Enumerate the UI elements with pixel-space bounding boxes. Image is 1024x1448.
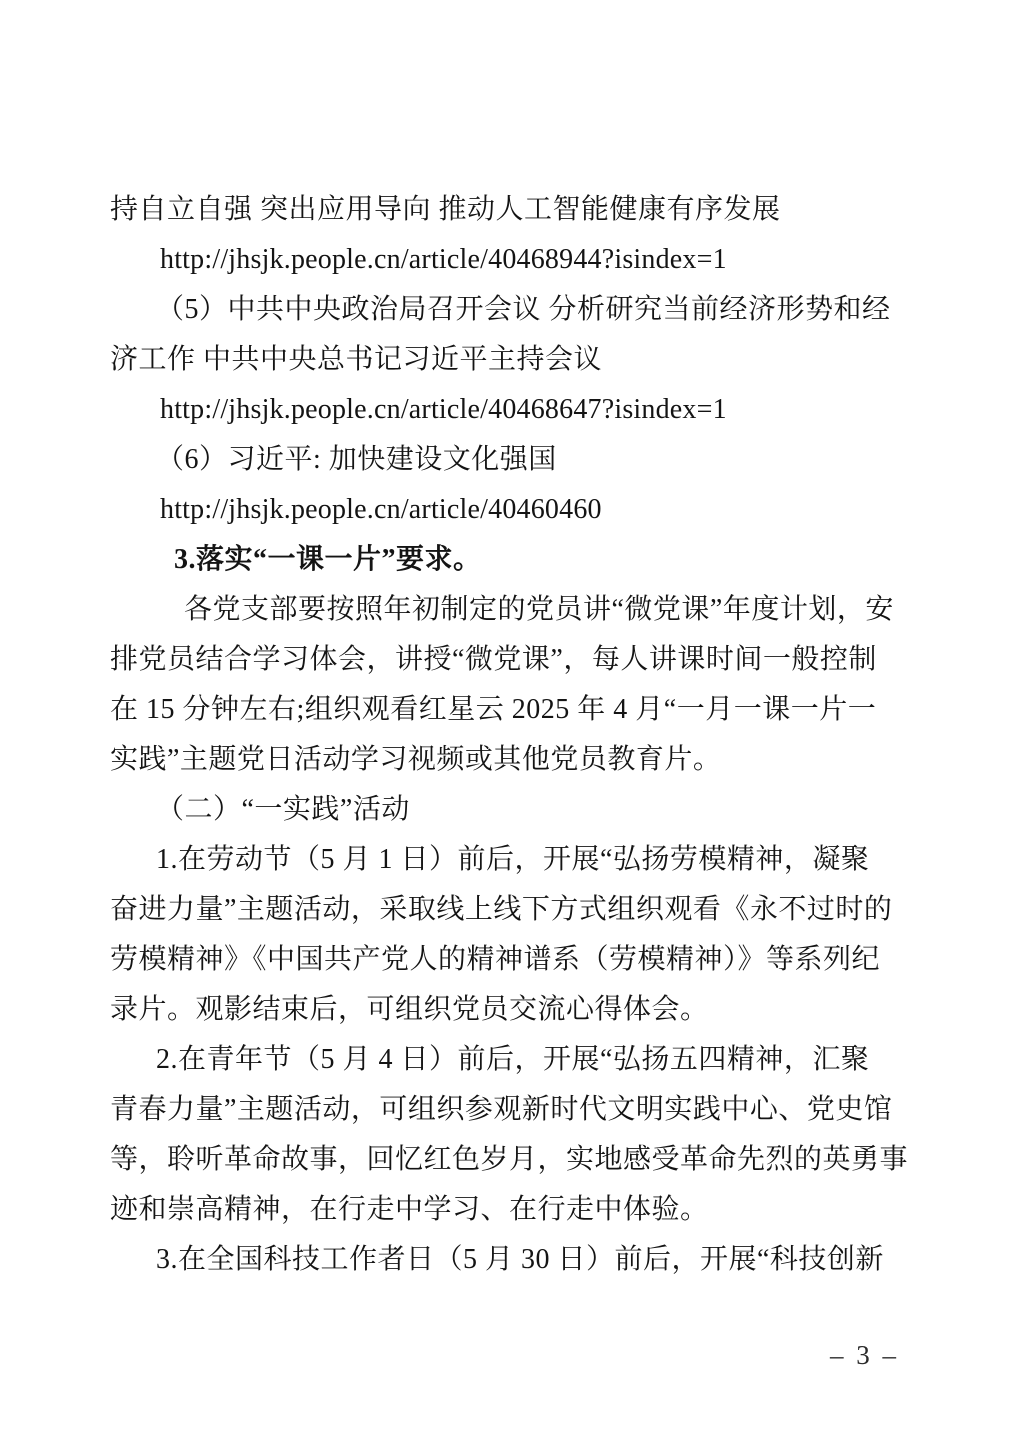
text-line-continuation: 在 15 分钟左右;组织观看红星云 2025 年 4 月“一月一课一片一 [110,694,877,725]
text-line-continuation: 录片。观影结束后，可组织党员交流心得体会。 [110,994,709,1025]
text-line-continuation: 劳模精神》《中国共产党人的精神谱系（劳模精神）》等系列纪 [110,944,881,975]
text-line-continuation: 实践”主题党日活动学习视频或其他党员教育片。 [110,744,722,775]
text-line-continuation: 持自立自强 突出应用导向 推动人工智能健康有序发展 [110,194,781,225]
paragraph-first-line: 各党支部要按照年初制定的党员讲“微党课”年度计划，安 [184,594,894,625]
activity-item-1: 1.在劳动节（5 月 1 日）前后，开展“弘扬劳模精神，凝聚 [156,844,870,875]
list-item-6: （6）习近平: 加快建设文化强国 [156,444,557,475]
text-line-continuation: 奋进力量”主题活动，采取线上线下方式组织观看《永不过时的 [110,894,893,925]
subsection-heading: （二）“一实践”活动 [156,794,410,825]
text-line-continuation: 迹和崇高精神，在行走中学习、在行走中体验。 [110,1194,709,1225]
list-item-5: （5）中共中央政治局召开会议 分析研究当前经济形势和经 [156,294,891,325]
activity-item-2: 2.在青年节（5 月 4 日）前后，开展“弘扬五四精神，汇聚 [156,1044,870,1075]
text-line-continuation: 青春力量”主题活动，可组织参观新时代文明实践中心、党史馆 [110,1094,893,1125]
text-line-continuation: 等，聆听革命故事，回忆红色岁月，实地感受革命先烈的英勇事 [110,1144,909,1175]
document-body [110,185,914,1285]
reference-url: http://jhsjk.people.cn/article/40468647?isindex=1 [160,394,727,425]
activity-item-3: 3.在全国科技工作者日（5 月 30 日）前后，开展“科技创新 [156,1244,884,1275]
section-heading: 3.落实“一课一片”要求。 [174,544,482,575]
text-line-continuation: 排党员结合学习体会，讲授“微党课”，每人讲课时间一般控制 [110,644,877,675]
text-line-continuation: 济工作 中共中央总书记习近平主持会议 [110,344,603,375]
reference-url: http://jhsjk.people.cn/article/40468944?isindex=1 [160,244,727,275]
page-number: – 3 – [830,1340,899,1370]
reference-url: http://jhsjk.people.cn/article/40460460 [160,494,602,525]
